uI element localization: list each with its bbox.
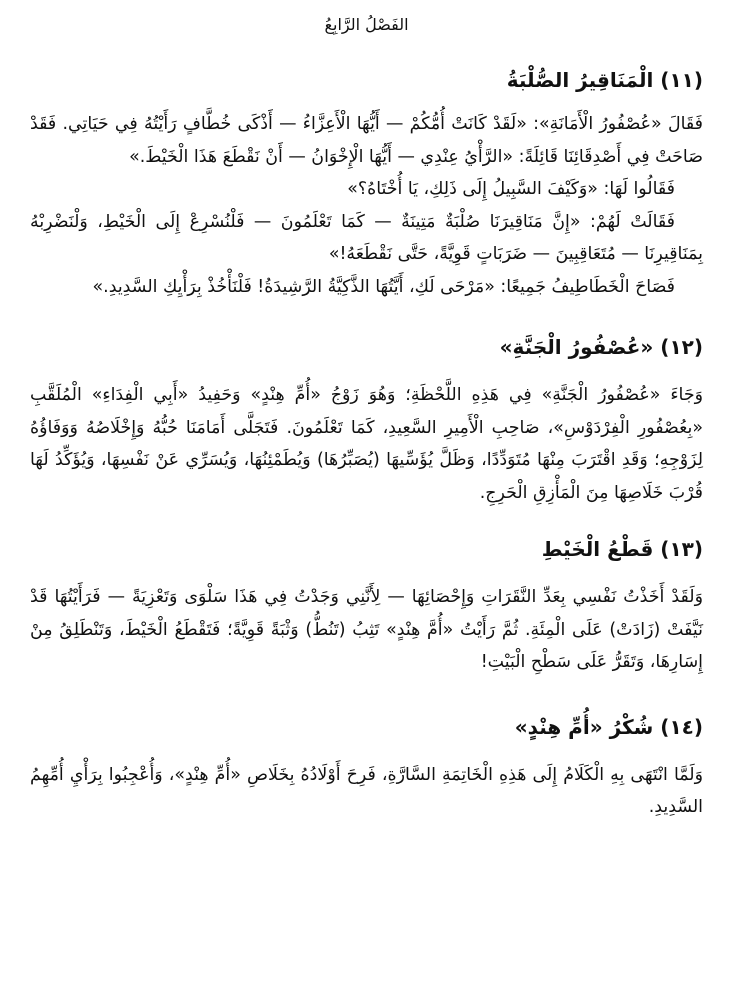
paragraph: وَلَقَدْ أَخَذْتُ نَفْسِي بِعَدِّ النَّقَرَاتِ وَإِحْصَائِهَا — لِأَنَّنِي وَجَدْتُ فِي هَذَا سَلْوَى وَتَعْزِيَةً — فَرَأَيْتُهَا قَدْ نَيَّفَتْ (زَادَتْ) عَلَى الْمِئَةِ. ثُمَّ رَأَيْتُ «أُمَّ هِنْدٍ» تَثِبُ (تَنُطُّ) وَثْبَةً قَوِيَّةً؛ فَتَقْطَعُ الْخَيْطَ، وَتَنْطَلِقُ مِنْ إِسَارِهَا، وَتَقَرُّ عَلَى سَطْحِ الْبَيْتِ! (30, 587, 703, 672)
section-11 (30, 66, 703, 303)
section-12 (30, 333, 703, 509)
section-heading: (١٣) قَطْعُ الْخَيْطِ (541, 537, 703, 561)
section-heading: (١٢) «عُصْفُورُ الْجَنَّةِ» (499, 335, 703, 359)
paragraph: فَقَالَتْ لَهُمْ: «إِنَّ مَنَاقِيرَنَا صُلْبَةٌ مَتِينَةٌ — كَمَا تَعْلَمُونَ — فَلْنُسْرِعْ إِلَى الْخَيْطِ، وَلْنَضْرِبْهُ بِمَنَاقِيرِنَا — مُتَعَاقِبِينَ — ضَرَبَاتٍ قَوِيَّةً، حَتَّى نَقْطَعَهُ!» (30, 211, 703, 264)
paragraph: وَجَاءَ «عُصْفُورُ الْجَنَّةِ» فِي هَذِهِ اللَّحْظَةِ؛ وَهُوَ زَوْجُ «أُمِّ هِنْدٍ» وَحَفِيدُ «أَبِي الْفِدَاءِ» الْمُلَقَّبِ «بِعُصْفُورِ الْفِرْدَوْسِ»، صَاحِبِ الْأَمِيرِ السَّعِيدِ، كَمَا تَعْلَمُونَ. فَتَجَلَّى أَمَامَنَا حُبُّهُ وَإِخْلَاصُهُ وَوَفَاؤُهُ لِزَوْجِهِ؛ وَقَدِ اقْتَرَبَ مِنْهَا مُتَوَدِّدًا، وَظَلَّ يُؤَسِّيهَا (يُصَبِّرُهَا) وَيُطَمْئِنُهَا، وَيُسَرِّي عَنْ نَفْسِهَا، وَيُؤَكِّدُ لَهَا قُرْبَ خَلَاصِهَا مِنَ الْمَأْزِقِ الْحَرِجِ. (30, 385, 703, 503)
paragraph: فَقَالَ «عُصْفُورُ الْأَمَانَةِ»: «لَقَدْ كَانَتْ أُمُّكُمْ — أَيُّهَا الْأَعِزَّاءُ — أَذْكَى خُطَّافٍ رَأَيْتُهُ فِي حَيَاتِي. فَقَدْ صَاحَتْ فِي أَصْدِقَائِنَا قَائِلَةً: «الرَّأْيُ عِنْدِي — أَيُّهَا الْإِخْوَانُ — أَنْ نَقْطَعَ هَذَا الْخَيْطَ.» (30, 114, 703, 167)
paragraph: فَصَاحَ الْخَطَاطِيفُ جَمِيعًا: «مَرْحَى لَكِ، أَيَّتُهَا الذَّكِيَّةُ الرَّشِيدَةُ! فَلْنَأْخُذْ بِرَأْيِكِ السَّدِيدِ.» (92, 276, 675, 297)
paragraph: وَلَمَّا انْتَهَى بِهِ الْكَلَامُ إِلَى هَذِهِ الْخَاتِمَةِ السَّارَّةِ، فَرِحَ أَوْلَادُهُ بِخَلَاصِ «أُمِّ هِنْدٍ»، وَأُعْجِبُوا بِرَأْيِ أُمِّهِمُ السَّدِيدِ. (30, 764, 703, 817)
section-heading: (١٤) شُكْرُ «أُمِّ هِنْدٍ» (514, 714, 703, 739)
section-heading: (١١) الْمَنَاقِيرُ الصُّلْبَةُ (506, 68, 703, 92)
section-14 (30, 713, 703, 824)
chapter-running-head: الفَصْلُ الرَّابِعُ (324, 15, 409, 34)
section-13 (30, 535, 703, 679)
paragraph: فَقَالُوا لَهَا: «وَكَيْفَ السَّبِيلُ إِلَى ذَلِكِ، يَا أُخْتَاهُ؟» (347, 179, 675, 199)
